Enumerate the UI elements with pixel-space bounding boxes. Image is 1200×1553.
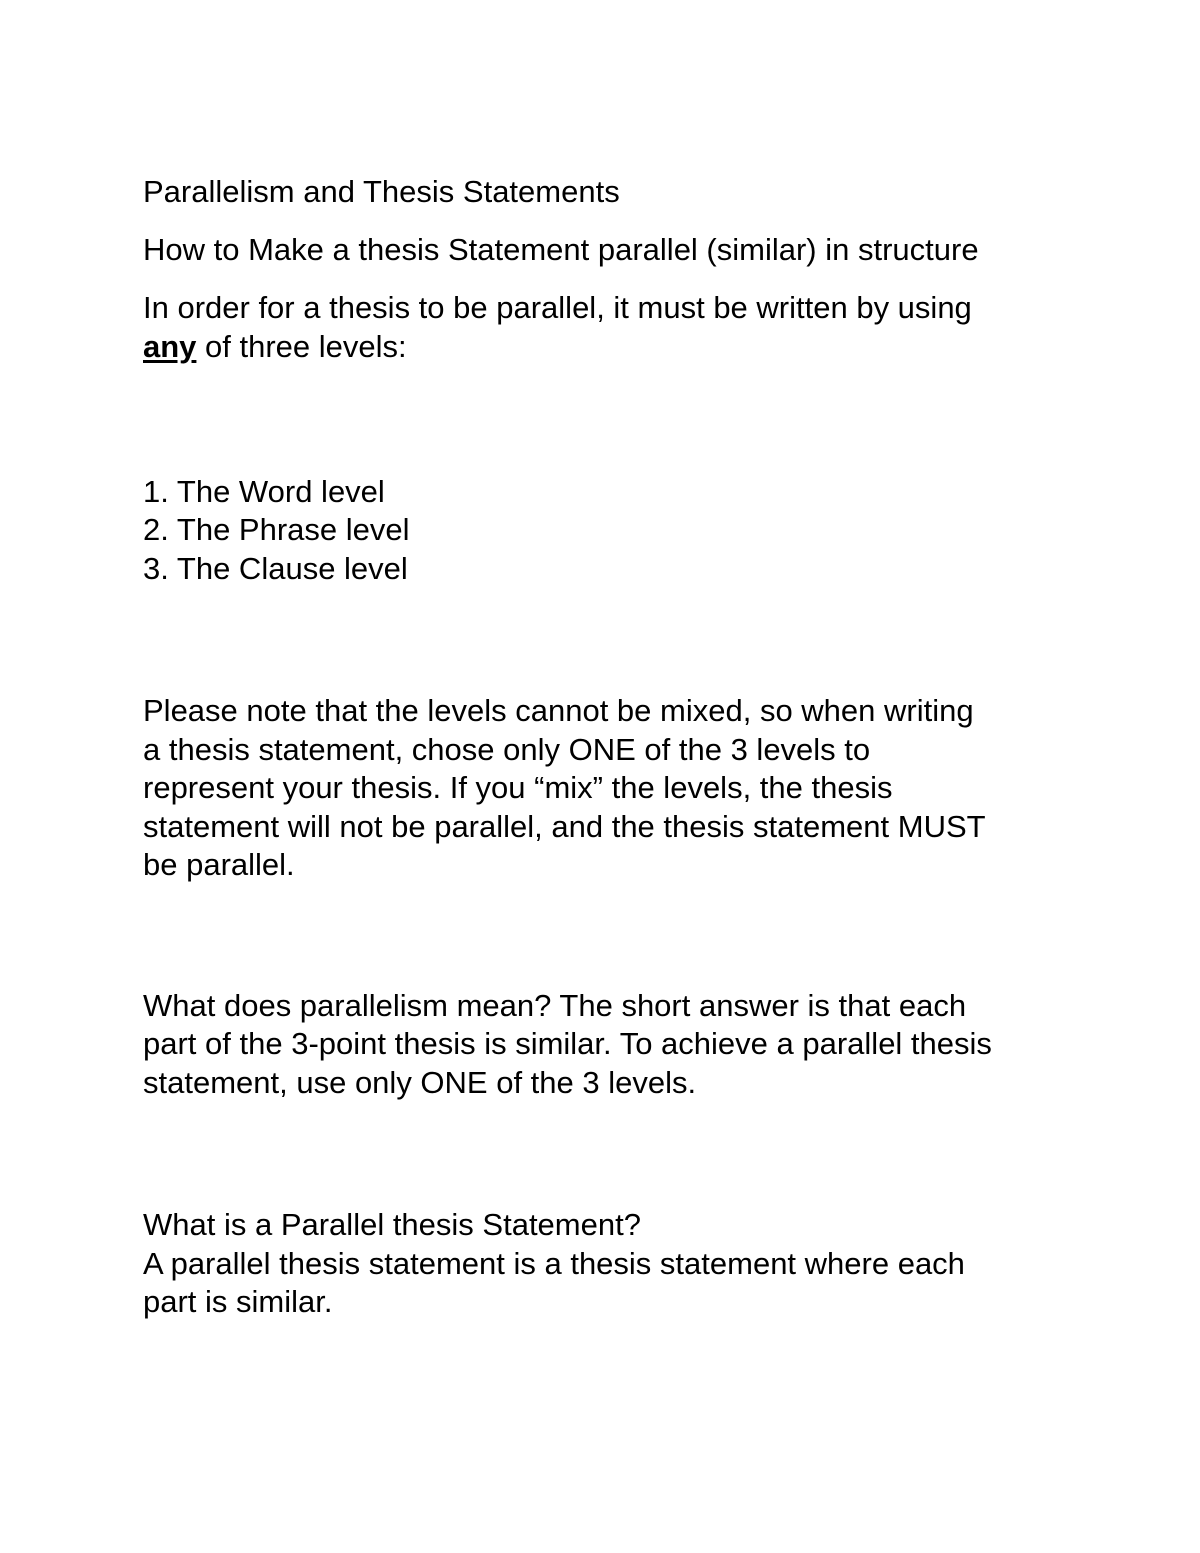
answer-line: part is similar.	[143, 1284, 333, 1319]
intro-line-2-rest: of three levels:	[196, 329, 407, 364]
intro-line-2	[143, 328, 407, 367]
note-line: represent your thesis. If you “mix” the levels, the thesis	[143, 770, 893, 805]
meaning-line: What does parallelism mean? The short answer is that each	[143, 988, 967, 1023]
intro-line-1: In order for a thesis to be parallel, it must be written by using	[143, 290, 972, 325]
meaning-line: part of the 3-point thesis is similar. To achieve a parallel thesis	[143, 1026, 992, 1061]
emphasis-any: any	[143, 329, 197, 364]
document-title: Parallelism and Thesis Statements	[143, 174, 620, 209]
level-item-clause: 3. The Clause level	[143, 551, 408, 586]
level-item-word: 1. The Word level	[143, 474, 385, 509]
level-item-phrase: 2. The Phrase level	[143, 512, 410, 547]
answer-line: A parallel thesis statement is a thesis statement where each	[143, 1246, 965, 1281]
meaning-line: statement, use only ONE of the 3 levels.	[143, 1065, 697, 1100]
question-heading: What is a Parallel thesis Statement?	[143, 1207, 641, 1242]
note-line: statement will not be parallel, and the thesis statement MUST	[143, 809, 986, 844]
note-line: Please note that the levels cannot be mixed, so when writing	[143, 693, 974, 728]
document-subtitle: How to Make a thesis Statement parallel (similar) in structure	[143, 232, 979, 267]
note-line: be parallel.	[143, 847, 295, 882]
note-line: a thesis statement, chose only ONE of the 3 levels to	[143, 732, 871, 767]
